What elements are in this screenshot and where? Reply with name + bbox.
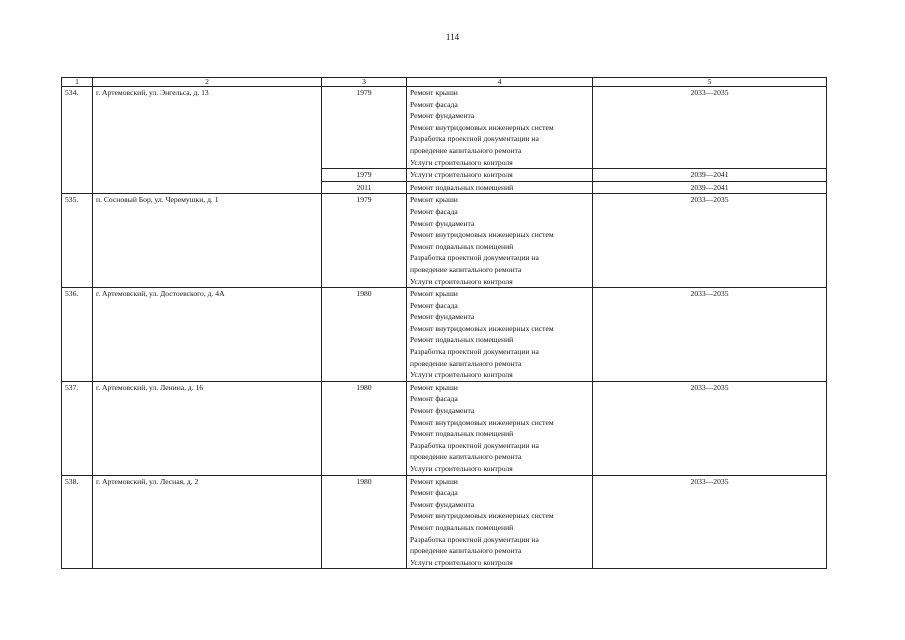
building-address: г. Артемовский, ул. Достоевского, д. 4А: [93, 288, 322, 382]
repair-work-item: Услуги строительного контроля: [410, 557, 513, 567]
repair-work-item: Услуги строительного контроля: [410, 464, 513, 473]
repair-work-item: Ремонт фундамента: [410, 218, 475, 228]
planned-period: 2033—2035: [593, 381, 827, 475]
repair-work-item: Ремонт внутридомовых инженерных систем: [410, 230, 554, 240]
header-col-3: 3: [322, 78, 407, 87]
repair-works: [407, 381, 593, 475]
planned-period: 2039—2041: [593, 169, 827, 182]
commission-year: 1980: [322, 288, 407, 382]
row-number: 535.: [62, 194, 93, 288]
table-body: [62, 78, 827, 569]
repair-works: [407, 194, 593, 288]
repair-works: [407, 475, 593, 569]
repair-work-item: Ремонт фасада: [410, 206, 458, 216]
commission-year: 1979: [322, 169, 407, 182]
repair-work-item: проведение капитального ремонта: [410, 358, 522, 368]
repair-work-item: Услуги строительного контроля: [410, 157, 513, 167]
repair-work-item: Ремонт подвальных помещений: [410, 522, 514, 532]
repair-work-item: Ремонт фундамента: [410, 111, 475, 121]
repair-works: [407, 169, 593, 182]
commission-year: 1980: [322, 381, 407, 475]
repair-work-item: Ремонт фундамента: [410, 499, 475, 509]
commission-year: 1979: [322, 194, 407, 288]
repair-works: [407, 87, 593, 169]
repair-work-item: Ремонт крыши: [410, 289, 458, 299]
table-row: [62, 194, 827, 288]
repair-work-item: Ремонт внутридомовых инженерных систем: [410, 323, 554, 333]
table-row: [62, 87, 827, 169]
planned-period: 2033—2035: [593, 87, 827, 169]
repair-work-item: Ремонт крыши: [410, 476, 458, 486]
repair-works: [407, 181, 593, 194]
planned-period: 2033—2035: [593, 475, 827, 569]
row-number: 538.: [62, 475, 93, 569]
repair-work-item: проведение капитального ремонта: [410, 452, 522, 462]
repair-work-item: Ремонт подвальных помещений: [410, 335, 514, 345]
repair-work-item: Разработка проектной документации на: [410, 134, 539, 144]
row-number: 537.: [62, 381, 93, 475]
repair-works: [407, 288, 593, 382]
building-address: г. Артемовский, ул. Лесная, д. 2: [93, 475, 322, 569]
planned-period: 2039—2041: [593, 181, 827, 194]
repair-work-item: Ремонт фасада: [410, 394, 458, 404]
repair-work-item: Ремонт фасада: [410, 488, 458, 498]
repair-work-item: Ремонт подвальных помещений: [410, 241, 514, 251]
header-col-2: 2: [93, 78, 322, 87]
table-row: [62, 381, 827, 475]
repair-work-item: Ремонт подвальных помещений: [410, 429, 514, 439]
repair-work-item: Ремонт крыши: [410, 195, 458, 205]
capital-repair-table: [61, 77, 827, 569]
header-col-1: 1: [62, 78, 93, 87]
repair-work-item: Ремонт фундамента: [410, 406, 475, 416]
building-address: г. Артемовский, ул. Ленина, д. 16: [93, 381, 322, 475]
header-col-5: 5: [593, 78, 827, 87]
table-header-row: [62, 78, 827, 87]
repair-work-item: проведение капитального ремонта: [410, 546, 522, 556]
planned-period: 2033—2035: [593, 288, 827, 382]
repair-work-item: проведение капитального ремонта: [410, 145, 522, 155]
table-row: [62, 288, 827, 382]
repair-work-item: Разработка проектной документации на: [410, 347, 539, 357]
building-address: г. Артемовский, ул. Энгельса, д. 13: [93, 87, 322, 194]
repair-work-item: Ремонт внутридомовых инженерных систем: [410, 417, 554, 427]
row-number: 534.: [62, 87, 93, 194]
repair-work-item: Ремонт крыши: [410, 88, 458, 97]
repair-work-item: Ремонт крыши: [410, 382, 458, 392]
repair-work-item: Ремонт фундамента: [410, 312, 475, 322]
repair-work-item: Ремонт подвальных помещений: [410, 182, 514, 192]
repair-work-item: Услуги строительного контроля: [410, 276, 513, 286]
repair-work-item: Ремонт внутридомовых инженерных систем: [410, 122, 554, 132]
commission-year: 1979: [322, 87, 407, 169]
repair-work-item: Разработка проектной документации на: [410, 440, 539, 450]
page-number: 114: [445, 32, 460, 42]
table-row: [62, 475, 827, 569]
repair-work-item: Разработка проектной документации на: [410, 534, 539, 544]
commission-year: 1980: [322, 475, 407, 569]
repair-work-item: Ремонт фасада: [410, 99, 458, 109]
repair-work-item: Ремонт фасада: [410, 300, 458, 310]
repair-work-item: проведение капитального ремонта: [410, 264, 522, 274]
planned-period: 2033—2035: [593, 194, 827, 288]
row-number: 536.: [62, 288, 93, 382]
building-address: п. Сосновый Бор, ул. Черемушки, д. 1: [93, 194, 322, 288]
repair-work-item: Услуги строительного контроля: [410, 370, 513, 380]
repair-work-item: Услуги строительного контроля: [410, 170, 513, 180]
repair-work-item: Разработка проектной документации на: [410, 253, 539, 263]
header-col-4: 4: [407, 78, 593, 87]
commission-year: 2011: [322, 181, 407, 194]
repair-work-item: Ремонт внутридомовых инженерных систем: [410, 511, 554, 521]
